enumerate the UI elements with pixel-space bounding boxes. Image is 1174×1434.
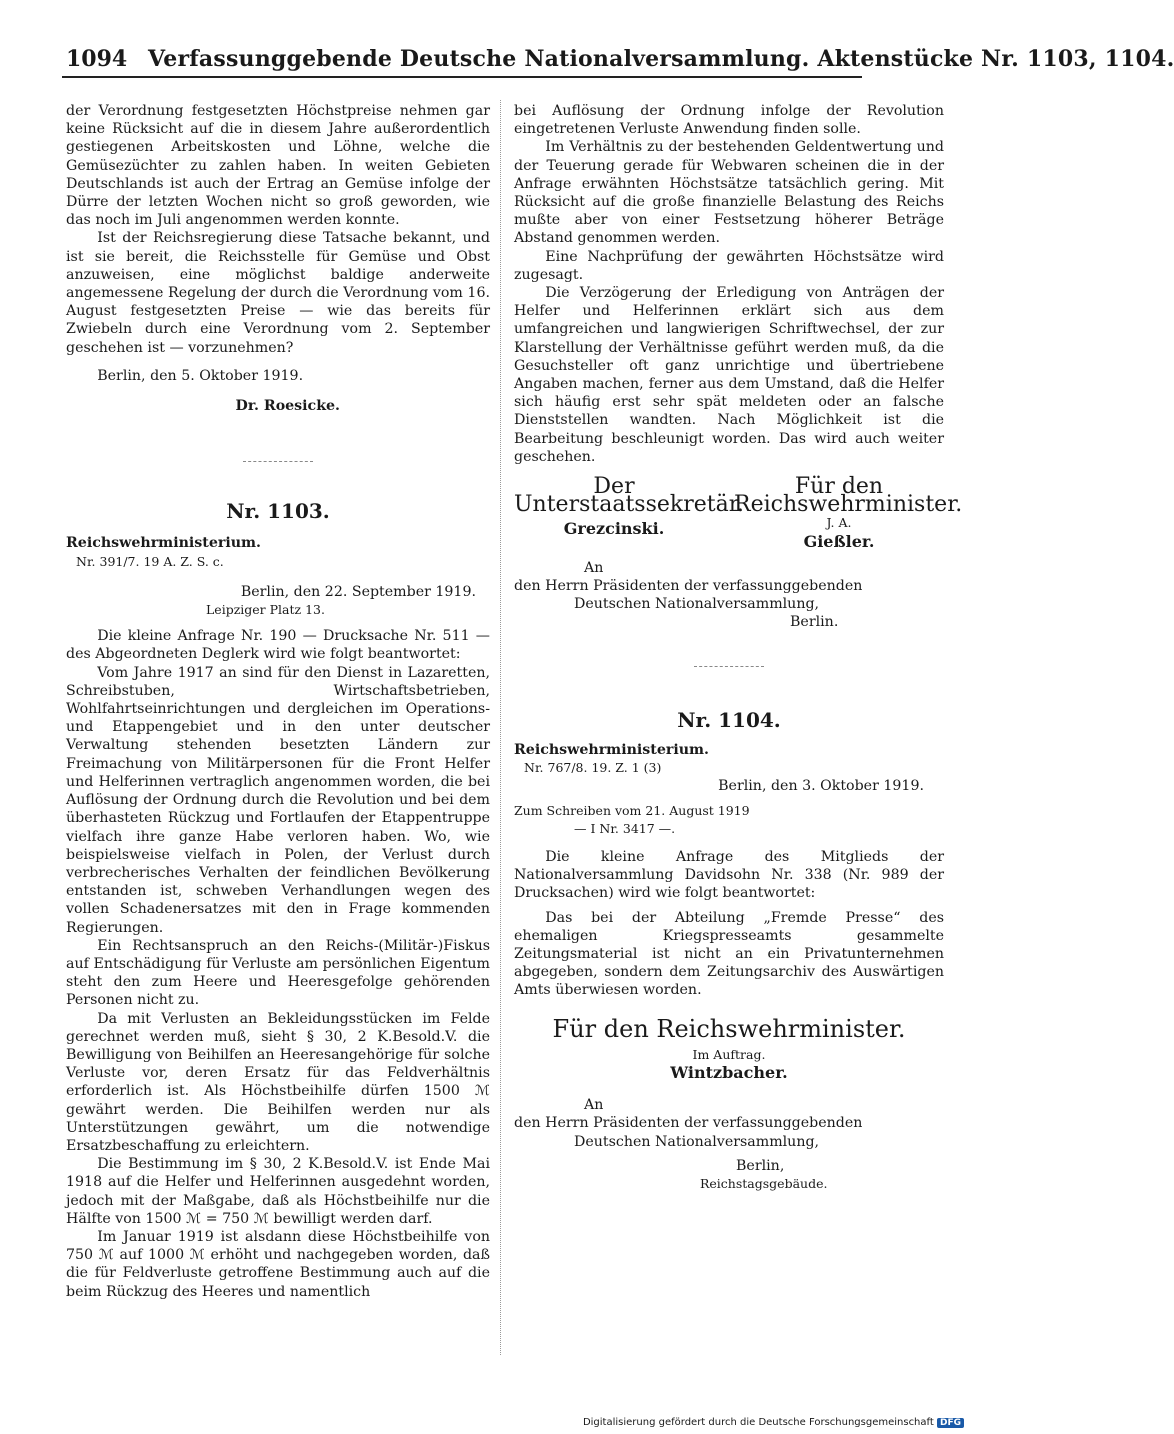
page-number: 1094 (66, 46, 128, 72)
letter-date: Berlin, den 22. September 1919. (240, 583, 476, 600)
address-line: Deutschen Nationalversammlung, (574, 1133, 820, 1150)
paragraph: Die Bestimmung im § 30, 2 K.Besold.V. ist Ende Mai 1918 auf die Helfer und Helferinnen ausgedehnt worden, jedoch mit der Maßgabe, daß als Höchstbeihilfe nur die Hälfte von 1500 ℳ = 750 ℳ bewilligt werden darf. (66, 1156, 490, 1227)
dfg-logo: DFG (937, 1418, 964, 1428)
ministry-name: Reichswehrministerium. (514, 741, 709, 758)
left-column (66, 102, 490, 1301)
address-an: An (584, 559, 604, 576)
paragraph: der Verordnung festgesetzten Höchstpreise nehmen gar keine Rücksicht auf die in diesem Jahre außerordentlich gestiegenen Arbeitskosten und Löhne, welche die Gemüsezüchter zu zahlen haben. In weiten Gebieten Deutschlands ist auch der Ertrag an Gemüse infolge der Dürre der letzten Wochen nicht so groß geworden, wie das noch im Juli angenommen werden konnte. (66, 103, 490, 229)
signature-name: Grezcinski. (563, 519, 665, 539)
signature-title: Für den (794, 474, 884, 500)
address-an: An (584, 1097, 604, 1114)
address-line: den Herrn Präsidenten der verfassunggebenden (514, 578, 863, 595)
reference-number: Nr. 391/7. 19 A. Z. S. c. (76, 553, 224, 569)
address-line: den Herrn Präsidenten der verfassunggebenden (514, 1115, 863, 1132)
paragraph: Im Januar 1919 ist alsdann diese Höchstbeihilfe von 750 ℳ auf 1000 ℳ erhöht und nachgegeben worden, daß die für Feldverluste getroffene Bestimmung auch auf die beim Rückzug des Heeres und namentlich (66, 1228, 490, 1300)
signature-ia: Im Auftrag. (692, 1046, 766, 1062)
paragraph: Ist der Reichsregierung diese Tatsache bekannt, und ist sie bereit, die Reichsstelle für Gemüse und Obst anzuweisen, eine möglichst baldige anderweite angemessene Regelung der durch die Verordnung vom 16. August festgesetzten Preise — wie das bereits für Zwiebeln durch eine Verordnung vom 2. September geschehen ist — vorzunehmen? (66, 230, 490, 356)
signature-title: Unterstaatssekretär. (514, 492, 744, 518)
signature-block (514, 474, 963, 551)
schreiben-ref: — I Nr. 3417 —. (574, 820, 676, 836)
section-title: Nr. 1104. (677, 707, 781, 732)
right-column (514, 102, 963, 1193)
address-city: Berlin. (790, 614, 839, 631)
signature: Dr. Roesicke. (235, 398, 340, 415)
signature-left (514, 474, 744, 551)
paragraph: Vom Jahre 1917 an sind für den Dienst in Lazaretten, Schreibstuben, Wirtschaftsbetrieben, Wohlfahrtseinrichtungen und dergleichen im Operations- und Etappengebiet und in den unter deutscher Verwaltung stehenden besetzten Ländern zur Freimachung von Militärpersonen für die Front Helfer und Helferinnen vertraglich angenommen worden, die bei Auflösung der Ordnung durch die Revolution und bei dem überhasteten Rückzug und Fortlaufen der Etappentruppe vielfach ihre ganze Habe verloren haben. Wo, wie beispielsweise vielfach in Polen, der Verlust durch verbrecherisches Verhalten der feindlichen Bevölkerung entstanden ist, schweben Verhandlungen wegen des vollen Schadenersatzes mit den in Frage kommenden Regierungen. (66, 664, 490, 936)
reference-number: Nr. 767/8. 19. Z. 1 (3) (524, 760, 662, 776)
signature-title: Für den Reichswehrminister. (552, 1014, 906, 1043)
paragraph: Das bei der Abteilung „Fremde Presse“ des ehemaligen Kriegspresseamts gesammelte Zeitungsmaterial ist nicht an ein Privatunternehmen abgegeben, sondern dem Zeitungsarchiv des Auswärtigen Amts überwiesen worden. (514, 909, 944, 999)
signature-title: Reichswehrminister. (734, 492, 963, 518)
ministry-name: Reichswehrministerium. (66, 535, 261, 552)
intro-paragraph: Die kleine Anfrage Nr. 190 — Drucksache Nr. 511 — des Abgeordneten Deglerk wird wie folgt beantwortet: (66, 628, 490, 663)
header-rule (62, 76, 862, 78)
letter-address: Leipziger Platz 13. (206, 602, 325, 618)
signature-name: Wintzbacher. (670, 1062, 788, 1082)
place-date: Berlin, den 5. Oktober 1919. (97, 367, 304, 384)
paragraph: bei Auflösung der Ordnung infolge der Revolution eingetretenen Verluste Anwendung finden solle. (514, 103, 944, 138)
running-title: Verfassunggebende Deutsche Nationalversammlung. Aktenstücke Nr. 1103, 1104. (148, 46, 1174, 72)
intro-paragraph: Die kleine Anfrage des Mitglieds der Nationalversammlung Davidsohn Nr. 338 (Nr. 989 der Drucksachen) wird wie folgt beantwortet: (514, 848, 944, 902)
schreiben-ref: Zum Schreiben vom 21. August 1919 (514, 802, 750, 818)
section-title: Nr. 1103. (226, 499, 330, 524)
paragraph: Die Verzögerung der Erledigung von Anträgen der Helfer und Helferinnen erklärt sich aus dem umfangreichen und langwierigen Schriftwechsel, der zur Klarstellung der Verhältnisse geführt werden muß, da die Gesuchsteller oft ganz unrichtige und übertriebene Angaben machen, ferner aus dem Umstand, daß die Helfer sich häufig erst sehr spät meldeten oder an falsche Dienststellen wandten. Nach Möglichkeit ist die Bearbeitung beschleunigt worden. Das wird auch weiter geschehen. (514, 285, 944, 465)
paragraph: Ein Rechtsanspruch an den Reichs-(Militär-)Fiskus auf Entschädigung für Verluste am persönlichen Eigentum steht den zum Heere und Heeresgefolge gehörenden Personen nicht zu. (66, 937, 490, 1009)
signature-name: Gießler. (803, 531, 875, 551)
paragraph: Da mit Verlusten an Bekleidungsstücken im Felde gerechnet werden muß, sieht § 30, 2 K.Besold.V. die Bewilligung von Beihilfen an Heeresangehörige für solche Verluste vor, deren Ersatz für das Feldverhältnis erforderlich ist. Als Höchstbeihilfe dürfen 1500 ℳ gewährt werden. Die Beihilfen werden nur als Unterstützungen gewährt, um die notwendige Ersatzbeschaffung zu erleichtern. (66, 1010, 490, 1154)
letter-date: Berlin, den 3. Oktober 1919. (718, 778, 924, 795)
address-building: Reichstagsgebäude. (700, 1175, 828, 1191)
paragraph: Eine Nachprüfung der gewährten Höchstsätze wird zugesagt. (514, 248, 944, 283)
paragraph: Im Verhältnis zu der bestehenden Geldentwertung und der Teuerung gerade für Webwaren scheinen die in der Anfrage erwähnten Höchstsätze tatsächlich gering. Mit Rücksicht auf die große finanzielle Belastung des Reichs mußte aber von einer Festsetzung höherer Beträge Abstand genommen werden. (514, 139, 944, 247)
signature-right (734, 474, 963, 551)
signature-ia: J. A. (826, 515, 852, 531)
footer-text: Digitalisierung gefördert durch die Deutsche Forschungsgemeinschaft (582, 1417, 934, 1428)
column-divider (500, 100, 501, 1355)
footer-credit (583, 1417, 964, 1428)
address-city: Berlin, (736, 1157, 785, 1174)
address-line: Deutschen Nationalversammlung, (574, 596, 820, 613)
signature-title: Der (593, 474, 635, 500)
